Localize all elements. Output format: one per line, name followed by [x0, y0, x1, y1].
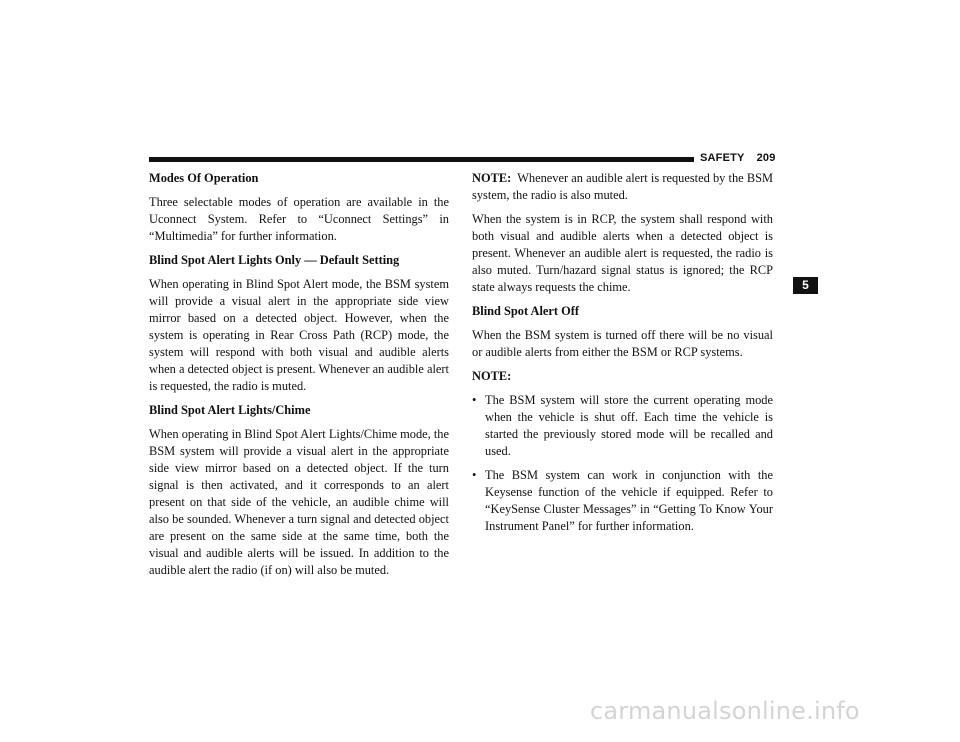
list-item: • The BSM system can work in conjunction with the Keysense function of the vehicle if equipped. Refer to “KeySense Cluster Messages” in “Getting To Know Your Instrument Panel” for further information.	[472, 468, 773, 533]
paragraph-alert-off: When the BSM system is turned off there will be no visual or audible alerts from either the BSM or RCP systems.	[472, 328, 773, 359]
page-number: 209	[756, 152, 776, 164]
note-label: NOTE:	[472, 171, 512, 185]
heading-lights-chime: Blind Spot Alert Lights/Chime	[149, 403, 311, 417]
note-label: NOTE:	[472, 369, 512, 383]
note-text: Whenever an audible alert is requested by the BSM system, the radio is also muted.	[472, 171, 773, 202]
heading-modes-of-operation: Modes Of Operation	[149, 171, 259, 185]
heading-lights-only: Blind Spot Alert Lights Only — Default Setting	[149, 253, 400, 267]
header-rule	[149, 157, 694, 162]
page-header	[700, 152, 776, 164]
chapter-tab: 5	[793, 277, 818, 294]
bullet-icon: •	[472, 393, 477, 407]
list-item: • The BSM system will store the current operating mode when the vehicle is shut off. Each time the vehicle is started the previously stored mode will be recalled and used.	[472, 393, 773, 458]
watermark: carmanualsonline.info	[590, 697, 860, 725]
left-column	[149, 170, 449, 586]
paragraph-rcp: When the system is in RCP, the system shall respond with both visual and audible alerts when a detected object is present. Whenever an audible alert is requested, the radio is also muted. Turn/hazard signal status is ignored; the RCP state always requests the chime.	[472, 212, 773, 294]
note-muted	[472, 170, 773, 204]
bullet-icon: •	[472, 468, 477, 482]
note-list-label	[472, 368, 773, 385]
note-bullet-list	[472, 392, 773, 535]
paragraph-modes: Three selectable modes of operation are available in the Uconnect System. Refer to “Uconnect Settings” in “Multimedia” for further information.	[149, 195, 449, 243]
heading-alert-off: Blind Spot Alert Off	[472, 304, 580, 318]
paragraph-lights-chime: When operating in Blind Spot Alert Lights/Chime mode, the BSM system will provide a visual alert in the appropriate side view mirror based on a detected object. If the turn signal is then activated, and it corresponds to an alert present on that side of the vehicle, an audible chime will also be sounded. Whenever a turn signal and detected object are present on the same side at the same time, both the visual and audible alerts will be issued. In addition to the audible alert the radio (if on) will also be muted.	[149, 427, 449, 577]
paragraph-lights-only: When operating in Blind Spot Alert mode, the BSM system will provide a visual alert in the appropriate side view mirror based on a detected object. However, when the system is operating in Rear Cross Path (RCP) mode, the system will respond with both visual and audible alerts when a detected object is present. Whenever an audible alert is requested, the radio is muted.	[149, 277, 449, 393]
right-column	[472, 170, 773, 542]
section-title: SAFETY	[700, 152, 745, 164]
